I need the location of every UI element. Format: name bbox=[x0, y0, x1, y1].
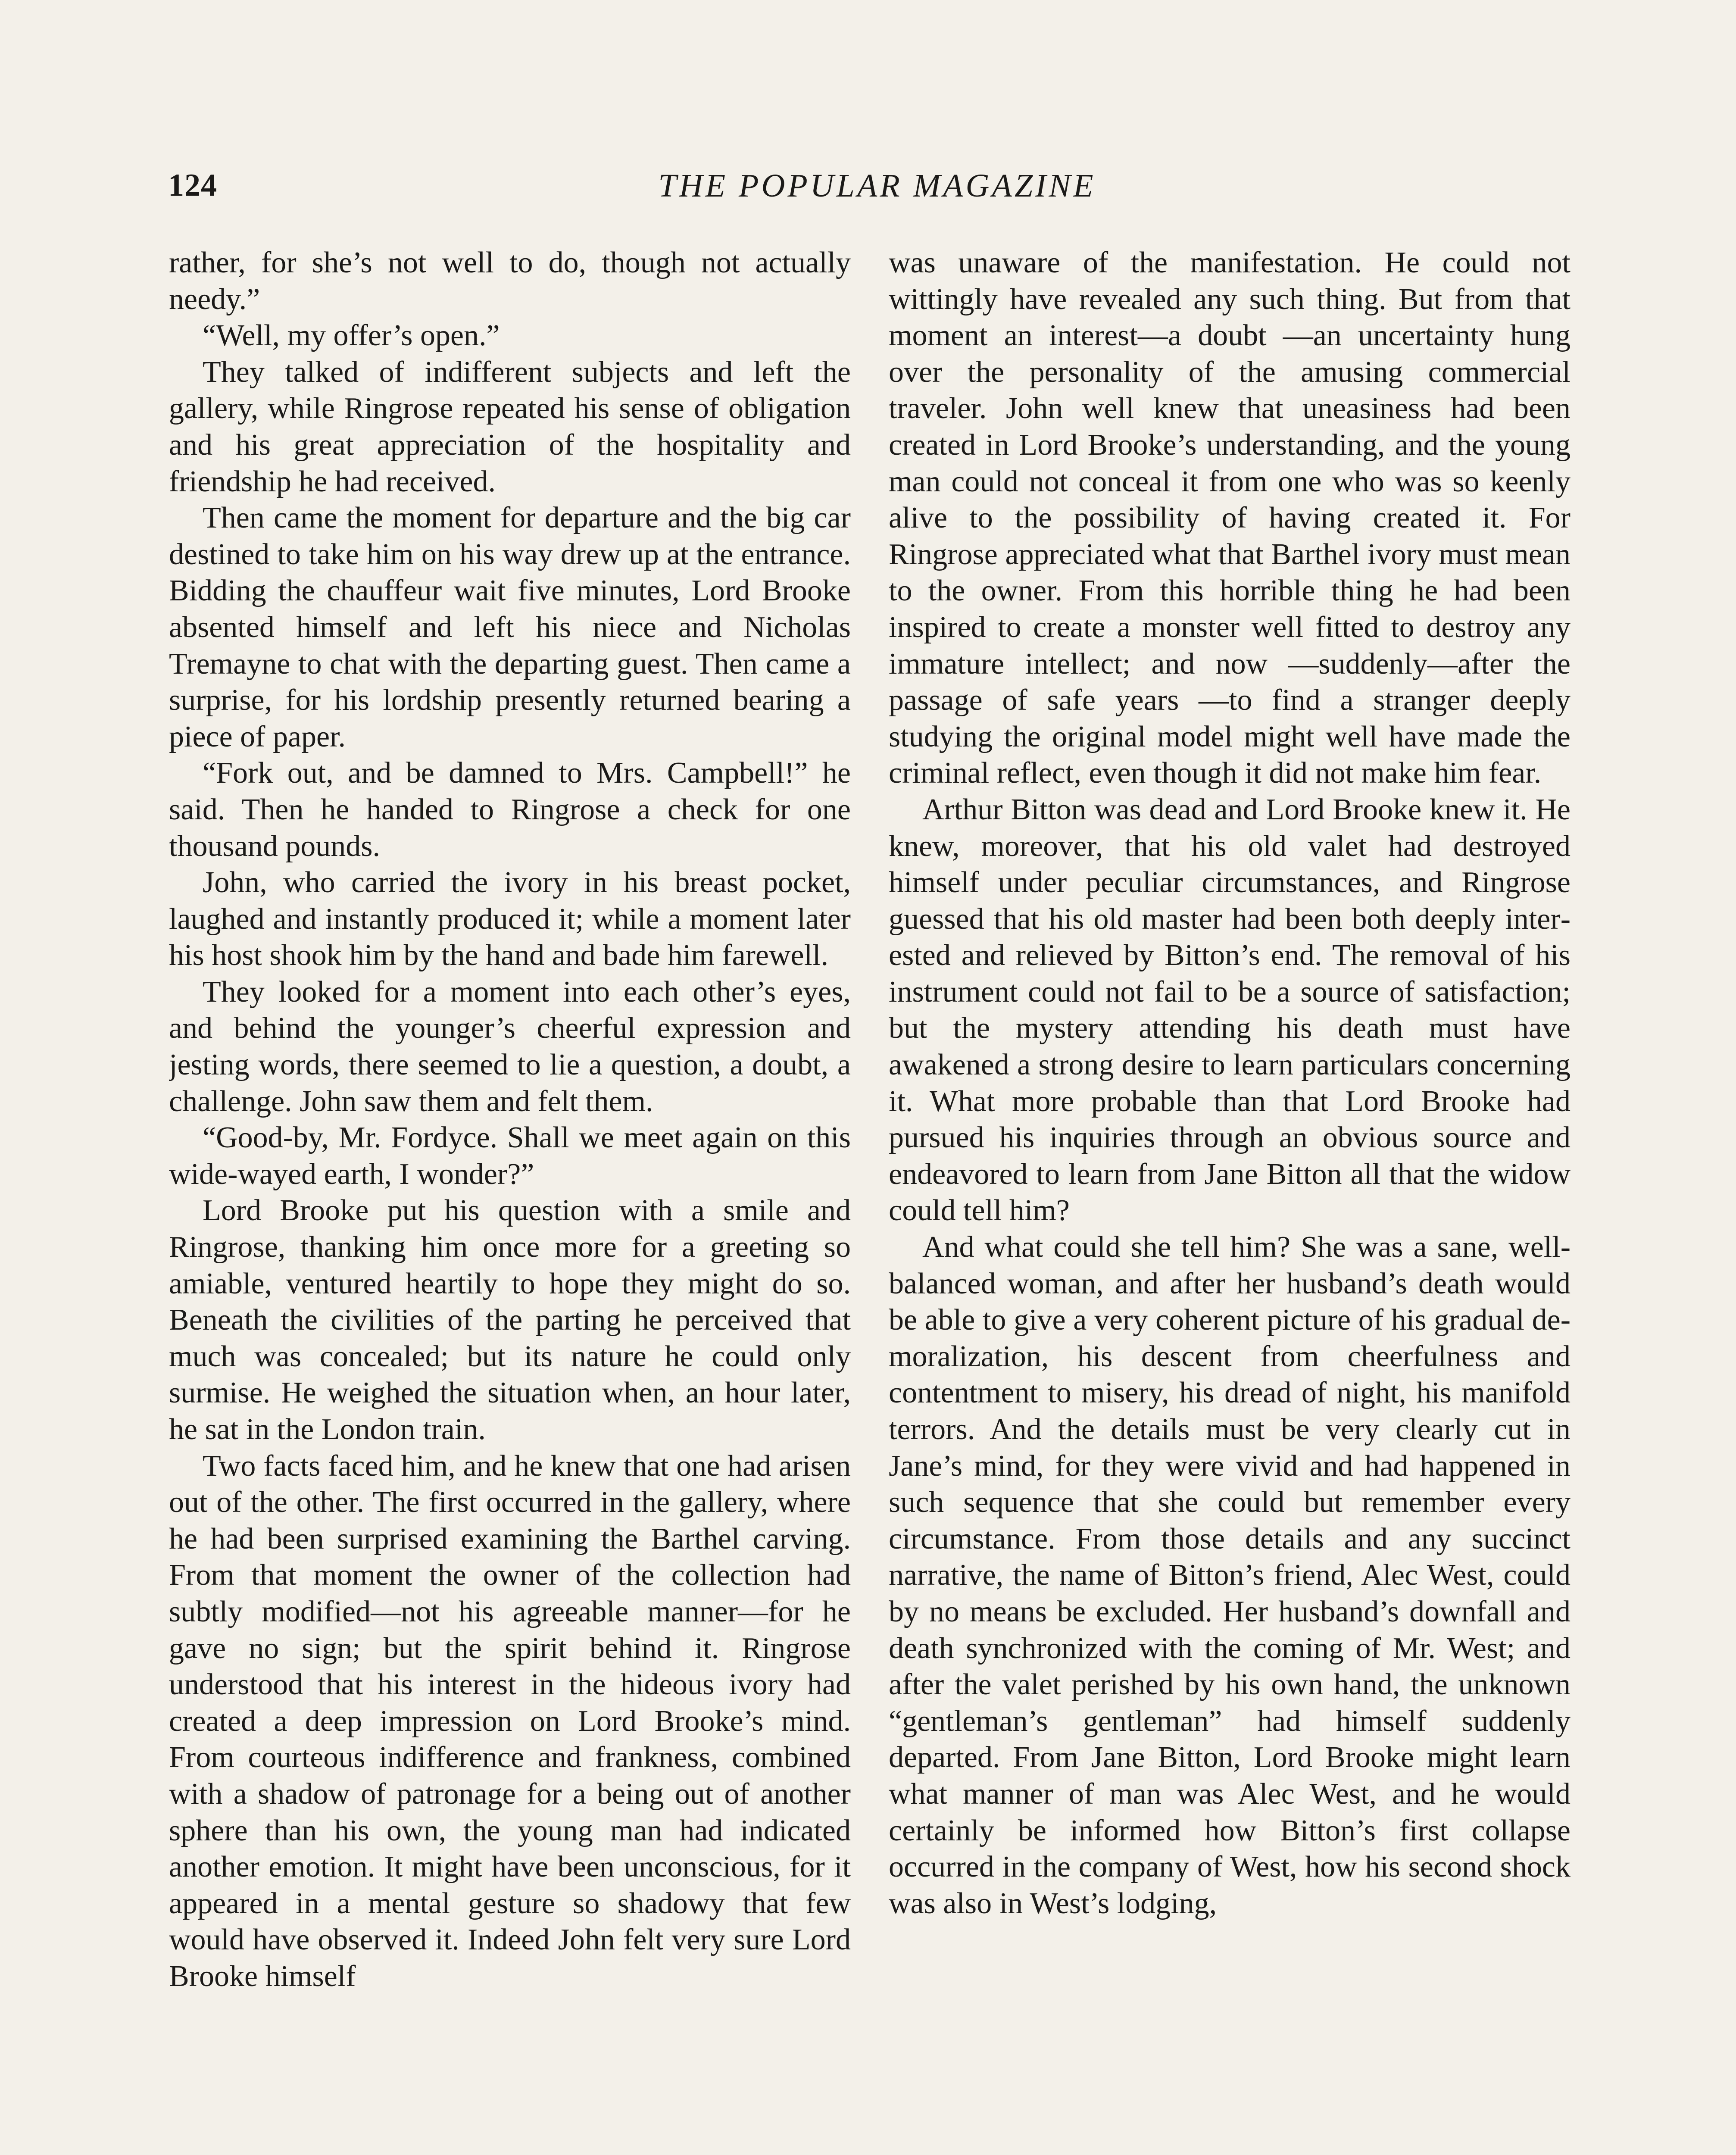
paragraph: They looked for a moment into each other’s eyes, and behind the younger’s cheerful expression and jesting words, there seemed to lie a question, a doubt, a challenge. John saw them and felt them. bbox=[169, 975, 851, 1118]
paragraph: “Fork out, and be damned to Mrs. Campbell!” he said. Then he handed to Ringrose a check for one thousand pounds. bbox=[169, 756, 851, 863]
paragraph: They talked of indifferent subjects and left the gallery, while Ringrose repeated his sense of obligation and his great appreciation of the hospitality and friendship he had received. bbox=[169, 355, 851, 498]
paragraph: rather, for she’s not well to do, though not actually needy.” bbox=[169, 246, 851, 316]
paragraph: Lord Brooke put his question with a smile and Ringrose, thanking him once more for a greeting so amiable, ventured heartily to hope they might do so. Beneath the civilities of the parting he perceived that much was concealed; but its nature he could only surmise. He weighed the situation when, an hour later, he sat in the London train. bbox=[169, 1194, 851, 1446]
paragraph: Then came the moment for departure and the big car destined to take him on his way drew up at the entrance. Bidding the chauffeur wait five minutes, Lord Brooke absented himself and left his niece and Nicholas Tremayne to chat with the departing guest. Then came a surprise, for his lordship presently returned bearing a piece of paper. bbox=[169, 501, 851, 753]
page-header bbox=[168, 167, 1586, 215]
paragraph: Two facts faced him, and he knew that one had arisen out of the other. The first occurred in the gallery, where he had been surprised examining the Barthel carving. From that moment the owner of the collection had subtly modified—not his agreeable manner—for he gave no sign; but the spirit behind it. Ringrose understood that his interest in the hideous ivory had created a deep impression on Lord Brooke’s mind. From courteous indifference and frankness, combined with a shadow of patronage for a being out of another sphere than his own, the young man had indicated another emotion. It might have been unconscious, for it appeared in a mental gesture so shadowy that few would have observed it. Indeed John felt very sure Lord Brooke himself bbox=[169, 1449, 851, 1993]
page-number: 124 bbox=[168, 168, 217, 203]
left-column bbox=[169, 245, 851, 2155]
right-column bbox=[889, 245, 1571, 2155]
paragraph: “Well, my offer’s open.” bbox=[203, 319, 500, 353]
paragraph: “Good-by, Mr. Fordyce. Shall we meet again on this wide-wayed earth, I wonder?” bbox=[169, 1121, 851, 1191]
paragraph: And what could she tell him? She was a sane, well-balanced woman, and after her husband’s death would be able to give a very coherent picture of his gradual demoralization, his descent from cheerfulness and contentment to misery, his dread of night, his manifold terrors. And the details must be very clearly cut in Jane’s mind, for they were vivid and had happened in such sequence that she could but remember every circumstance. From those details and any succinct narrative, the name of Bitton’s friend, Alec West, could by no means be excluded. Her husband’s downfall and death synchronized with the coming of Mr. West; and after the valet perished by his own hand, the unknown “gentleman’s gentleman” had himself suddenly departed. From Jane Bitton, Lord Brooke might learn what manner of man was Alec West, and he would certainly be informed how Bitton’s first collapse occurred in the company of West, how his second shock was also in West’s lodging, bbox=[889, 1231, 1571, 1920]
paragraph: Arthur Bitton was dead and Lord Brooke knew it. He knew, moreover, that his old valet had destroyed himself under peculiar circumstances, and Ringrose guessed that his old master had been both deeply interested and relieved by Bitton’s end. The removal of his instrument could not fail to be a source of satisfaction; but the mystery attending his death must have awakened a strong desire to learn particulars concerning it. What more probable than that Lord Brooke had pursued his inquiries through an obvious source and endeavored to learn from Jane Bitton all that the widow could tell him? bbox=[889, 793, 1571, 1227]
paragraph: John, who carried the ivory in his breast pocket, laughed and instantly produced it; while a moment later his host shook him by the hand and bade him farewell. bbox=[169, 866, 851, 972]
running-head: THE POPULAR MAGAZINE bbox=[658, 168, 1096, 204]
paragraph: was unaware of the manifestation. He could not wittingly have revealed any such thing. But from that moment an interest—a doubt —an uncertainty hung over the personality of the amusing commercial traveler. John well knew that uneasiness had been created in Lord Brooke’s understanding, and the young man could not conceal it from one who was so keenly alive to the possibility of having created it. For Ringrose appreciated what that Barthel ivory must mean to the owner. From this horrible thing he had been inspired to create a monster well fitted to destroy any immature intellect; and now —suddenly—after the passage of safe years —to find a stranger deeply studying the original model might well have made the criminal reflect, even though it did not make him fear. bbox=[889, 246, 1571, 790]
